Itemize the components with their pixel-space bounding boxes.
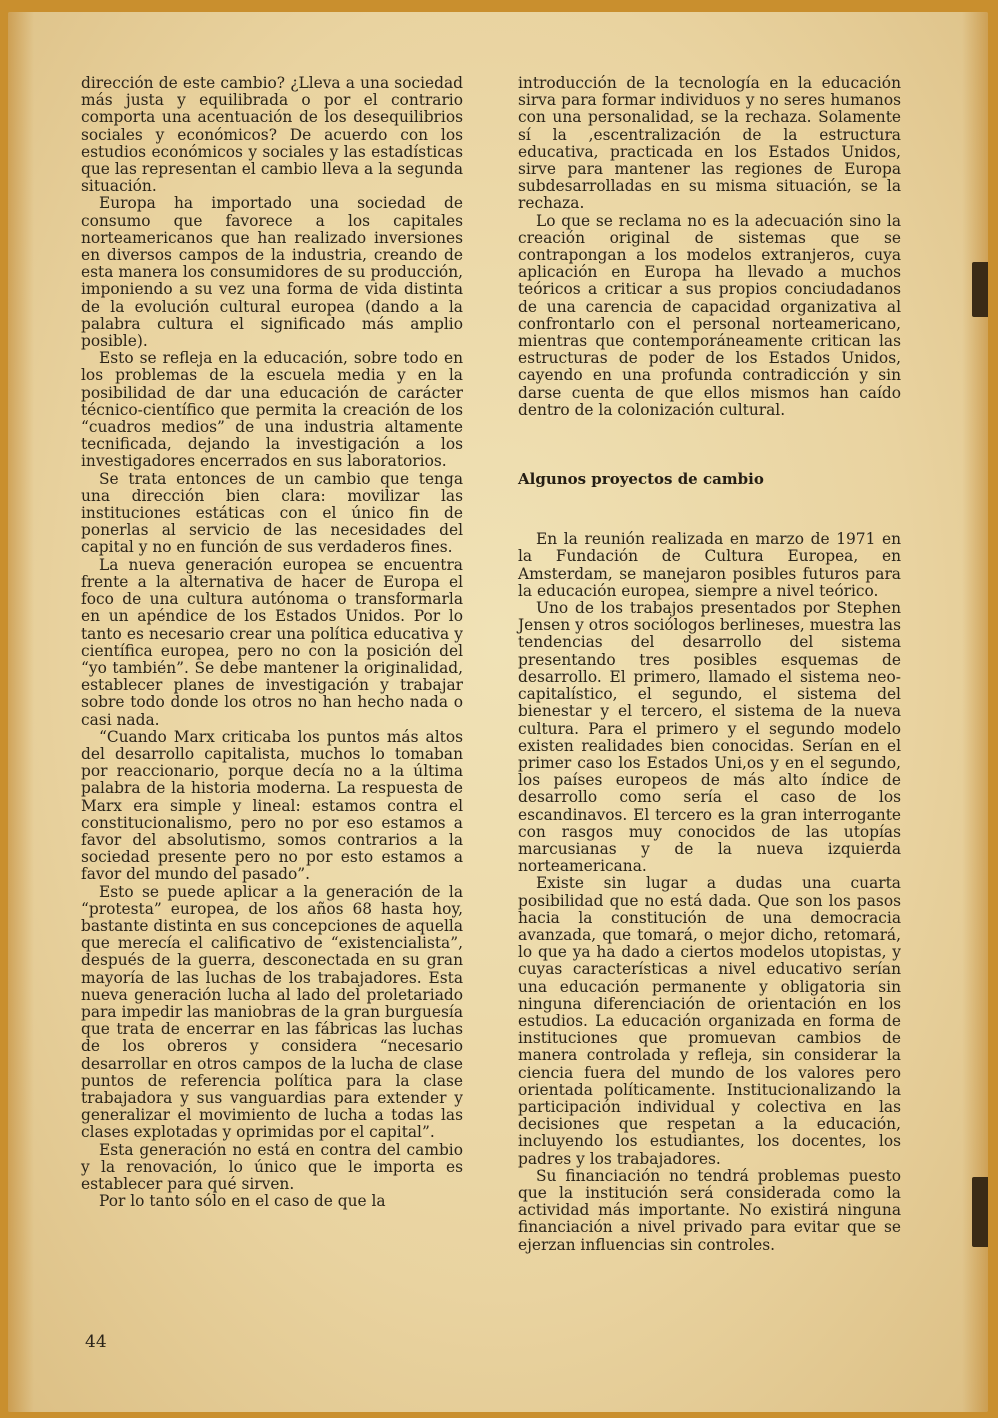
- paragraph: En la reunión realizada en marzo de 1971 en la Fundación de Cultura Europea, en Amsterdam, se manejaron posibles futuros para la educación europea, siempre a nivel teórico.: [518, 530, 901, 600]
- paragraph: Esto se puede aplicar a la generación de la “protesta” europea, de los años 68 hasta hoy, bastante distinta en sus concepciones de aquella que merecía el calificativo de “existencialista”, después de la guerra, desconectada en su gran mayoría de las luchas de los trabajadores. Esta nueva generación lucha al lado del proletariado para impedir las maniobras de la gran burguesía que trata de encerrar en las fábricas las luchas de los obreros y considera “necesario desarrollar en otros campos de la lucha de clase puntos de referencia política para la clase trabajadora y sus vanguardias para extender y generalizar el movimiento de lucha a todas las clases explotadas y oprimidas por el capital”.: [81, 882, 463, 1142]
- paragraph: Por lo tanto sólo en el caso de que la: [99, 1192, 386, 1211]
- tape-mark: [972, 1177, 988, 1247]
- paragraph: “Cuando Marx criticaba los puntos más altos del desarrollo capitalista, muchos lo tomaban por reaccionario, porque decía no a la última palabra de la historia moderna. La respuesta de Marx era simple y lineal: estamos contra el constitucionalismo, pero no por eso estamos a favor del absolutismo, somos contrarios a la sociedad presente pero no por esto estamos a favor del mundo del pasado”.: [81, 727, 463, 884]
- paragraph: Uno de los trabajos presentados por Stephen Jensen y otros sociólogos berlineses, muestra las tendencias del desarrollo del sistema presentando tres posibles esquemas de desarrollo. El primero, llamado el sistema neo-capitalístico, el segundo, el sistema del bienestar y el tercero, el sistema de la nueva cultura. Para el primero y el segundo modelo existen realidades bien conocidas. Serían en el primer caso los Estados Uni,os y en el segundo, los países europeos de más alto índice de desarrollo como sería el caso de los escandinavos. El tercero es la gran interrogante con rasgos muy conocidos de las utopías marcusianas y de la nueva izquierda norteamericana.: [518, 599, 901, 876]
- scanned-page: [8, 12, 988, 1412]
- page-edge-shadow-left: [8, 12, 34, 1412]
- paragraph: introducción de la tecnología en la educación sirva para formar individuos y no seres humanos con una personalidad, se la rechaza. Solamente sí la ,escentralización de la estructura educativa, practicada en los Estados Unidos, sirve para mantener las regiones de Europa subdesarrolladas en su misma situación, se la rechaza.: [518, 74, 901, 213]
- paragraph: Su financiación no tendrá problemas puesto que la institución será considerada como la actividad más importante. No existirá ninguna financiación a nivel privado para evitar que se ejerzan influencias sin controles.: [518, 1166, 901, 1254]
- right-column: [518, 75, 901, 1254]
- paragraph: La nueva generación europea se encuentra frente a la alternativa de hacer de Europa el foco de una cultura autónoma o transformarla en un apéndice de los Estados Unidos. Por lo tanto es necesario crear una política educativa y científica europea, pero no con la posición del “yo también”. Se debe mantener la originalidad, establecer planes de investigación y trabajar sobre todo donde los otros no han hecho nada o casi nada.: [81, 555, 463, 729]
- paragraph: dirección de este cambio? ¿Lleva a una sociedad más justa y equilibrada o por el contrario comporta una acentuación de los desequilibrios sociales y económicos? De acuerdo con los estudios económicos y sociales y las estadísticas que las representan el cambio lleva a la segunda situación.: [81, 74, 463, 196]
- page-number: 44: [85, 1332, 107, 1352]
- paragraph: Europa ha importado una sociedad de consumo que favorece a los capitales norteamericanos que han realizado inversiones en diversos campos de la industria, creando de esta manera los consumidores de su producción, imponiendo a su vez una forma de vida distinta de la evolución cultural europea (dando a la palabra cultura el significado más amplio posible).: [81, 194, 463, 351]
- paragraph: Esta generación no está en contra del cambio y la renovación, lo único que le importa es establecer para qué sirven.: [81, 1140, 463, 1193]
- paragraph: Esto se refleja en la educación, sobre todo en los problemas de la escuela media y en la posibilidad de dar una educación de carácter técnico-científico que permita la creación de los “cuadros medios” de una industria altamente tecnificada, dejando la investigación a los investigadores encerrados en sus laboratorios.: [81, 349, 463, 471]
- tape-mark: [972, 262, 988, 317]
- section-heading: Algunos proyectos de cambio: [518, 470, 764, 489]
- left-column: [81, 75, 463, 1210]
- paragraph: Lo que se reclama no es la adecuación sino la creación original de sistemas que se contrapongan a los modelos extranjeros, cuya aplicación en Europa ha llevado a muchos teóricos a criticar a sus propios conciudadanos de una carencia de capacidad organizativa al confrontarlo con el personal norteamericano, mientras que contemporáneamente critican las estructuras de poder de los Estados Unidos, cayendo en una profunda contradicción y sin darse cuenta de que ellos mismos han caído dentro de la colonización cultural.: [518, 211, 901, 419]
- paragraph: Se trata entonces de un cambio que tenga una dirección bien clara: movilizar las instituciones estáticas con el único fin de ponerlas al servicio de las necesidades del capital y no en función de sus verdaderos fines.: [81, 469, 463, 557]
- paragraph: Existe sin lugar a dudas una cuarta posibilidad que no está dada. Que son los pasos hacia la constitución de una democracia avanzada, que tomará, o mejor dicho, retomará, lo que ya ha dado a ciertos modelos utopistas, y cuyas características a nivel educativo serían una educación permanente y obligatoria sin ninguna diferenciación de orientación en los estudios. La educación organizada en forma de instituciones que promuevan cambios de manera controlada y refleja, sin considerar la ciencia fuera del mundo de los valores pero orientada políticamente. Institucionalizando la participación individual y colectiva en las decisiones que respetan a la educación, incluyendo los estudiantes, los docentes, los padres y los trabajadores.: [518, 874, 901, 1168]
